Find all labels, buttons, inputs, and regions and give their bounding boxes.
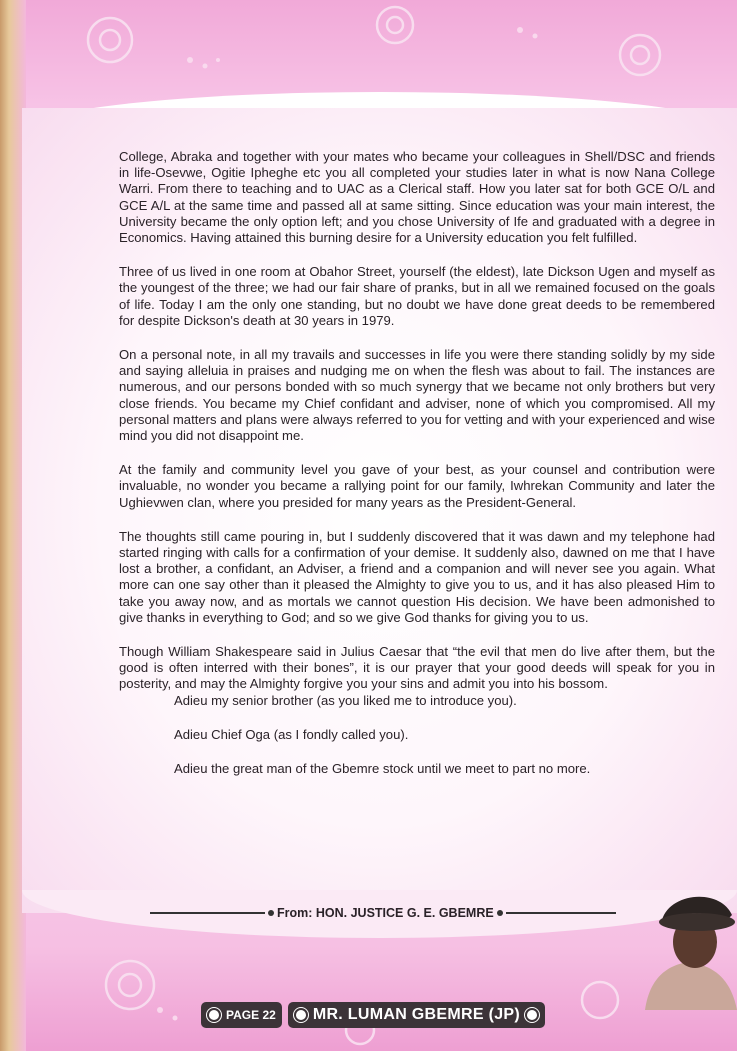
signature-line (150, 902, 710, 924)
signature-rule-right (506, 912, 616, 914)
page-footer (201, 1002, 545, 1028)
paragraph-1: College, Abraka and together with your mates who became your colleagues in Shell/DSC and friends in life-Osevwe, Ogitie Ipheghe etc you all completed your studies later in what is now Nana College Warri. From there to teaching and to UAC as a Clerical staff. How you later sat for both GCE O/L and GCE A/L at the same time and passed all at same sitting. Since education was your main interest, the University became the only option left; and you chose University of Ife and graduated with a degree in Economics. Having attained this burning desire for a University education you felt fulfilled. (119, 149, 715, 246)
page-number-badge (201, 1002, 282, 1028)
bullet-icon (207, 1008, 221, 1022)
bullet-icon (268, 910, 274, 916)
signature-text: From: HON. JUSTICE G. E. GBEMRE (277, 906, 494, 920)
page-number-label: PAGE 22 (226, 1008, 276, 1022)
adieu-line-1: Adieu my senior brother (as you liked me to introduce you). (174, 692, 517, 708)
paragraph-2: Three of us lived in one room at Obahor Street, yourself (the eldest), late Dickson Ugen and myself as the youngest of the three; we had our fair share of pranks, but in all we remained focused on the goals of life. Today I am the only one standing, but no doubt we have done great deeds to be remembered for despite Dickson's death at 30 years in 1979. (119, 264, 715, 328)
paragraph-4: At the family and community level you gave of your best, as your counsel and contribution were invaluable, no wonder you became a rallying point for our family, Iwhrekan Community and later the Ughievwen clan, where you presided for many years as the President-General. (119, 462, 715, 510)
bullet-icon (497, 910, 503, 916)
closing-paragraph: Though William Shakespeare said in Julius Caesar that “the evil that men do live after them, but the good is often interred with their bones”, it is our prayer that your good deeds will speak for you in posterity, and may the Almighty forgive you your sins and admit you into his bossom. (119, 644, 715, 692)
memorial-name-badge (288, 1002, 545, 1028)
bullet-icon (525, 1008, 539, 1022)
adieu-line-3: Adieu the great man of the Gbemre stock until we meet to part no more. (174, 761, 591, 777)
adieu-line-2: Adieu Chief Oga (as I fondly called you). (174, 726, 409, 742)
memorial-name-label: MR. LUMAN GBEMRE (JP) (312, 1006, 520, 1023)
letter-body (119, 149, 715, 795)
paragraph-5: The thoughts still came pouring in, but I suddenly discovered that it was dawn and my telephone had started ringing with calls for a confirmation of your demise. It suddenly also, dawned on me that I have lost a brother, a confidant, an Adviser, a friend and a companion and will never see you again. What more can one say other than it pleased the Almighty to give you to us, and it has also pleased Him to take you away now, and as mortals we cannot question His decision. We have been admonished to give thanks in everything to God; and so we give God thanks for giving you to us. (119, 528, 715, 625)
portrait-photo (640, 880, 737, 1010)
signature-rule-left (150, 912, 265, 914)
bullet-icon (294, 1008, 308, 1022)
paragraph-3: On a personal note, in all my travails and successes in life you were there standing solidly by my side and saying alleluia in praises and nudging me on when the flesh was about to fail. The instances are numerous, and our persons bonded with so much synergy that we became not only brothers but very close friends. You became my Chief confidant and adviser, none of which you compromised. All my personal matters and plans were always referred to you for vetting and with your experienced and wise mind you did not disappoint me. (119, 347, 715, 444)
